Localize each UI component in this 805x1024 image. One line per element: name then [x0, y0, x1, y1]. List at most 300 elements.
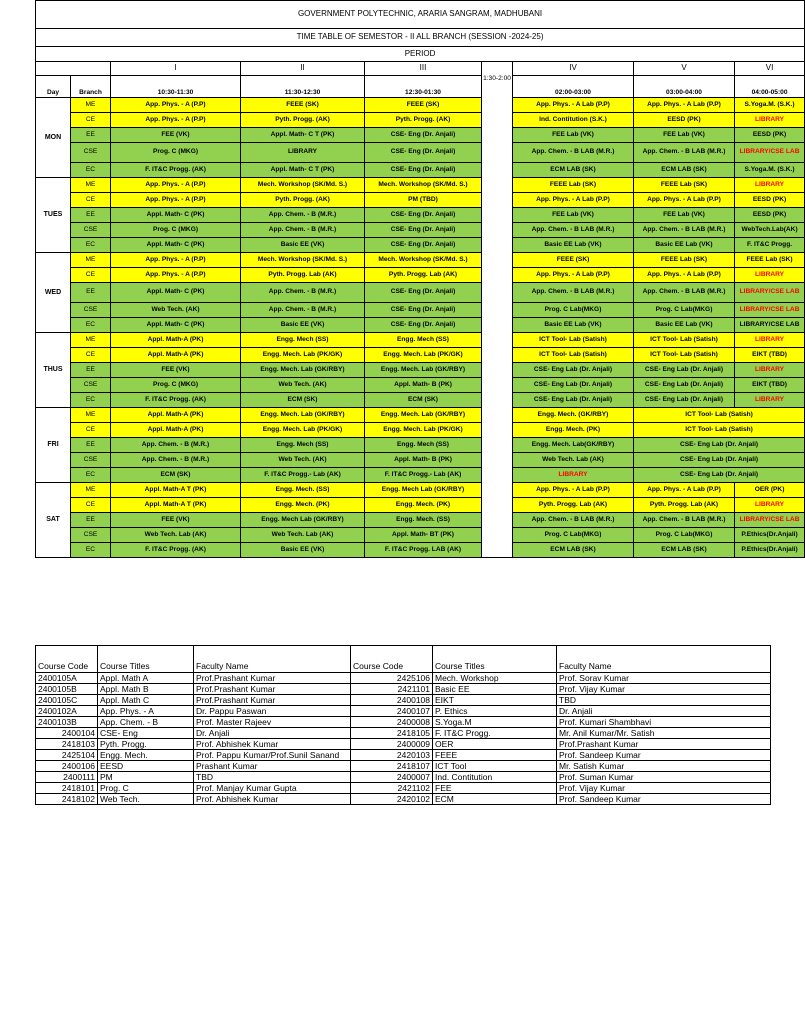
course-title: App. Chem. - B	[98, 717, 194, 728]
day-label: SAT	[36, 483, 71, 558]
class-cell: F. IT&C Progg.- Lab (AK)	[365, 468, 482, 483]
class-cell: App. Phys. - A Lab (P.P)	[513, 268, 634, 283]
class-cell: Appl. Math- C (PK)	[111, 318, 241, 333]
faculty-name: Dr. Anjali	[194, 728, 351, 739]
class-cell: App. Chem. - B LAB (M.R.)	[634, 283, 735, 303]
faculty-name: Dr. Pappu Paswan	[194, 706, 351, 717]
class-cell: Engg. Mech. Lab (GK/RBY)	[241, 363, 365, 378]
class-cell: Engg. Mech. Lab (GK/RBY)	[365, 363, 482, 378]
timetable-row	[36, 253, 805, 268]
class-cell: CSE- Eng Lab (Dr. Anjali)	[634, 378, 735, 393]
course-table	[35, 645, 771, 805]
class-cell: App. Chem. - B LAB (M.R.)	[634, 513, 735, 528]
timetable-row	[36, 163, 805, 178]
faculty-name: Prof. Vijay Kumar	[557, 783, 771, 794]
class-cell: ECM (SK)	[111, 468, 241, 483]
timetable-row	[36, 543, 805, 558]
class-cell: App. Chem. - B LAB (M.R.)	[513, 283, 634, 303]
course-title: P. Ethics	[433, 706, 557, 717]
course-code: 2400103B	[36, 717, 98, 728]
class-cell: ICT Tool- Lab (Satish)	[634, 348, 735, 363]
class-cell: App. Chem. - B (M.R.)	[111, 453, 241, 468]
class-cell: Mech. Workshop (SK/Md. S.)	[365, 178, 482, 193]
time-slot: 02:00-03:00	[513, 76, 634, 98]
class-cell: FEE Lab (VK)	[513, 208, 634, 223]
institute-title: GOVERNMENT POLYTECHNIC, ARARIA SANGRAM, MADHUBANI	[36, 1, 805, 29]
class-cell: Basic EE Lab (VK)	[513, 318, 634, 333]
class-cell: LIBRARY/CSE LAB	[735, 318, 805, 333]
class-cell: Prog. C Lab(MKG)	[513, 528, 634, 543]
timetable-row	[36, 363, 805, 378]
timetable-row	[36, 423, 805, 438]
timetable-row	[36, 208, 805, 223]
faculty-name: Prof. Manjay Kumar Gupta	[194, 783, 351, 794]
class-cell: F. IT&C Progg.- Lab (AK)	[241, 468, 365, 483]
timetable-row	[36, 483, 805, 498]
course-col-header: Course Titles	[433, 646, 557, 673]
class-cell: Engg. Mech. (GK/RBY)	[513, 408, 634, 423]
class-cell: Pyth. Progg. (AK)	[365, 113, 482, 128]
course-code: 2400108	[351, 695, 433, 706]
class-cell: Basic EE (VK)	[241, 543, 365, 558]
class-cell: Engg. Mech. (PK)	[365, 498, 482, 513]
class-cell: Engg. Mech. (SS)	[241, 483, 365, 498]
class-cell: App. Chem. - B (M.R.)	[241, 223, 365, 238]
period-blank	[36, 62, 111, 76]
class-cell: App. Phys. - A Lab (P.P)	[513, 483, 634, 498]
branch-cell: CSE	[71, 223, 111, 238]
branch-cell: CSE	[71, 453, 111, 468]
class-cell: ECM (SK)	[365, 393, 482, 408]
day-label: FRI	[36, 408, 71, 483]
branch-cell: CE	[71, 268, 111, 283]
class-cell: CSE- Eng (Dr. Anjali)	[365, 143, 482, 163]
class-cell: CSE- Eng Lab (Dr. Anjali)	[634, 393, 735, 408]
period-numeral: VI	[735, 62, 805, 76]
branch-cell: EE	[71, 513, 111, 528]
class-cell: LIBRARY	[735, 333, 805, 348]
faculty-name: TBD	[194, 772, 351, 783]
branch-cell: EE	[71, 438, 111, 453]
class-cell: LIBRARY	[735, 363, 805, 378]
class-cell: S.Yoga.M. (S.K.)	[735, 98, 805, 113]
course-col-header: Course Titles	[98, 646, 194, 673]
class-cell: ICT Tool- Lab (Satish)	[634, 423, 805, 438]
class-cell: Engg. Mech. Lab (PK/GK)	[241, 423, 365, 438]
class-cell: App. Phys. - A (P.P)	[111, 98, 241, 113]
course-title: PM	[98, 772, 194, 783]
class-cell: Prog. C (MKG)	[111, 223, 241, 238]
branch-cell: EE	[71, 283, 111, 303]
course-title: S.Yoga.M	[433, 717, 557, 728]
branch-cell: CE	[71, 113, 111, 128]
time-slot: 10:30-11:30	[111, 76, 241, 98]
faculty-name: Dr. Anjali	[557, 706, 771, 717]
course-code: 2425106	[351, 673, 433, 684]
branch-cell: CSE	[71, 303, 111, 318]
class-cell: Mech. Workshop (SK/Md. S.)	[365, 253, 482, 268]
branch-cell: CE	[71, 498, 111, 513]
course-code: 2400107	[351, 706, 433, 717]
course-code: 2400106	[36, 761, 98, 772]
class-cell: F. IT&C Progg. (AK)	[111, 163, 241, 178]
class-cell: EESD (PK)	[634, 113, 735, 128]
course-title: Appl. Math A	[98, 673, 194, 684]
faculty-name: Prof.Prashant Kumar	[557, 739, 771, 750]
branch-cell: ME	[71, 253, 111, 268]
course-title: OER	[433, 739, 557, 750]
course-code: 2421102	[351, 783, 433, 794]
day-label: TUES	[36, 178, 71, 253]
class-cell: Prog. C (MKG)	[111, 143, 241, 163]
class-cell: App. Chem. - B (M.R.)	[241, 303, 365, 318]
period-numeral: V	[634, 62, 735, 76]
class-cell: PM (TBD)	[365, 193, 482, 208]
course-title: ECM	[433, 794, 557, 805]
class-cell: Engg. Mech. (PK)	[513, 423, 634, 438]
class-cell: F. IT&C Progg. (AK)	[111, 543, 241, 558]
class-cell: EIKT (TBD)	[735, 348, 805, 363]
class-cell: LIBRARY/CSE LAB	[735, 513, 805, 528]
course-title: Mech. Workshop	[433, 673, 557, 684]
course-row	[36, 761, 771, 772]
timetable-row	[36, 128, 805, 143]
timetable-row	[36, 408, 805, 423]
class-cell: Engg. Mech Lab (GK/RBY)	[241, 513, 365, 528]
class-cell: CSE- Eng (Dr. Anjali)	[365, 303, 482, 318]
class-cell: Web Tech. (AK)	[241, 378, 365, 393]
class-cell: LIBRARY	[513, 468, 634, 483]
course-title: FEE	[433, 783, 557, 794]
class-cell: CSE- Eng Lab (Dr. Anjali)	[513, 363, 634, 378]
class-cell: P.Ethics(Dr.Anjali)	[735, 528, 805, 543]
class-cell: Engg. Mech (SS)	[241, 438, 365, 453]
timetable-row	[36, 283, 805, 303]
course-code: 2400105C	[36, 695, 98, 706]
class-cell: Appl. Math-A T (PK)	[111, 498, 241, 513]
class-cell: EESD (PK)	[735, 193, 805, 208]
class-cell: CSE- Eng Lab (Dr. Anjali)	[513, 393, 634, 408]
class-cell: Engg. Mech. Lab (PK/GK)	[365, 423, 482, 438]
timetable-row	[36, 498, 805, 513]
course-code: 2421101	[351, 684, 433, 695]
course-row	[36, 750, 771, 761]
course-col-header: Faculty Name	[557, 646, 771, 673]
course-row	[36, 783, 771, 794]
faculty-name: Prof.Prashant Kumar	[194, 695, 351, 706]
class-cell: ICT Tool- Lab (Satish)	[634, 333, 735, 348]
timetable-row	[36, 98, 805, 113]
class-cell: Basic EE Lab (VK)	[513, 238, 634, 253]
class-cell: Engg. Mech. Lab(GK/RBY)	[513, 438, 634, 453]
class-cell: Appl. Math-A (PK)	[111, 348, 241, 363]
class-cell: Basic EE (VK)	[241, 318, 365, 333]
class-cell: FEEE Lab (SK)	[634, 253, 735, 268]
class-cell: Mech. Workshop (SK/Md. S.)	[241, 253, 365, 268]
class-cell: FEE Lab (VK)	[634, 208, 735, 223]
course-title: EESD	[98, 761, 194, 772]
timetable-row	[36, 113, 805, 128]
class-cell: App. Chem. - B LAB (M.R.)	[634, 223, 735, 238]
course-code: 2425104	[36, 750, 98, 761]
period-numeral: III	[365, 62, 482, 76]
class-cell: Appl. Math-A T (PK)	[111, 483, 241, 498]
timetable-row	[36, 223, 805, 238]
course-code: 2400105A	[36, 673, 98, 684]
class-cell: Basic EE (VK)	[241, 238, 365, 253]
break-column	[482, 62, 513, 558]
branch-cell: EE	[71, 128, 111, 143]
class-cell: App. Phys. - A Lab (P.P)	[634, 193, 735, 208]
branch-cell: CE	[71, 348, 111, 363]
class-cell: Engg. Mech (SS)	[365, 438, 482, 453]
timetable-row	[36, 513, 805, 528]
course-title: Engg. Mech.	[98, 750, 194, 761]
class-cell: LIBRARY	[241, 143, 365, 163]
class-cell: CSE- Eng Lab (Dr. Anjali)	[634, 363, 735, 378]
branch-cell: EE	[71, 363, 111, 378]
class-cell: Engg. Mech. (PK)	[241, 498, 365, 513]
period-label: PERIOD	[36, 47, 805, 62]
time-slot: 03:00-04:00	[634, 76, 735, 98]
class-cell: EIKT (TBD)	[735, 378, 805, 393]
class-cell: App. Phys. - A (P.P)	[111, 178, 241, 193]
branch-cell: CSE	[71, 143, 111, 163]
class-cell: Appl. Math- C T (PK)	[241, 163, 365, 178]
faculty-name: Prof. Sandeep Kumar	[557, 794, 771, 805]
branch-cell: EC	[71, 163, 111, 178]
course-title: F. IT&C Progg.	[433, 728, 557, 739]
period-numeral: II	[241, 62, 365, 76]
class-cell: CSE- Eng Lab (Dr. Anjali)	[634, 453, 805, 468]
class-cell: Engg. Mech Lab (GK/RBY)	[365, 483, 482, 498]
class-cell: App. Chem. - B LAB (M.R.)	[513, 513, 634, 528]
class-cell: App. Phys. - A (P.P)	[111, 193, 241, 208]
course-row	[36, 772, 771, 783]
class-cell: Prog. C Lab(MKG)	[634, 303, 735, 318]
course-code: 2400111	[36, 772, 98, 783]
class-cell: App. Chem. - B LAB (M.R.)	[513, 223, 634, 238]
course-title: Basic EE	[433, 684, 557, 695]
day-col-header: Day	[36, 76, 71, 98]
class-cell: App. Phys. - A Lab (P.P)	[513, 98, 634, 113]
course-title: Ind. Contitution	[433, 772, 557, 783]
period-numeral: I	[111, 62, 241, 76]
class-cell: FEEE (SK)	[241, 98, 365, 113]
faculty-name: Prof. Vijay Kumar	[557, 684, 771, 695]
class-cell: CSE- Eng Lab (Dr. Anjali)	[634, 438, 805, 453]
class-cell: CSE- Eng (Dr. Anjali)	[365, 208, 482, 223]
faculty-name: Mr. Anil Kumar/Mr. Satish	[557, 728, 771, 739]
branch-cell: EC	[71, 238, 111, 253]
course-code: 2418103	[36, 739, 98, 750]
class-cell: App. Chem. - B LAB (M.R.)	[634, 143, 735, 163]
class-cell: Appl. Math-A (PK)	[111, 333, 241, 348]
faculty-name: TBD	[557, 695, 771, 706]
class-cell: Engg. Mech (SS)	[241, 333, 365, 348]
class-cell: WebTech.Lab(AK)	[735, 223, 805, 238]
class-cell: Engg. Mech. Lab (GK/RBY)	[365, 408, 482, 423]
class-cell: CSE- Eng Lab (Dr. Anjali)	[634, 468, 805, 483]
class-cell: EESD (PK)	[735, 128, 805, 143]
class-cell: FEEE (SK)	[365, 98, 482, 113]
class-cell: Web Tech. (AK)	[111, 303, 241, 318]
branch-cell: EC	[71, 393, 111, 408]
course-col-header: Faculty Name	[194, 646, 351, 673]
class-cell: FEE Lab (VK)	[513, 128, 634, 143]
branch-cell: ME	[71, 483, 111, 498]
class-cell: App. Phys. - A (P.P)	[111, 113, 241, 128]
class-cell: FEE (VK)	[111, 513, 241, 528]
course-title: Appl. Math C	[98, 695, 194, 706]
class-cell: Basic EE Lab (VK)	[634, 318, 735, 333]
branch-cell: EC	[71, 468, 111, 483]
course-code: 2400009	[351, 739, 433, 750]
course-title: ICT Tool	[433, 761, 557, 772]
class-cell: Appl. Math- B (PK)	[365, 453, 482, 468]
day-label: WED	[36, 253, 71, 333]
timetable-row	[36, 453, 805, 468]
branch-cell: EC	[71, 543, 111, 558]
period-numeral: IV	[513, 62, 634, 76]
class-cell: Prog. C Lab(MKG)	[634, 528, 735, 543]
timetable-row	[36, 348, 805, 363]
class-cell: Mech. Workshop (SK/Md. S.)	[241, 178, 365, 193]
class-cell: ICT Tool- Lab (Satish)	[634, 408, 805, 423]
class-cell: P.Ethics(Dr.Anjali)	[735, 543, 805, 558]
timetable-row	[36, 393, 805, 408]
class-cell: Web Tech. Lab (AK)	[513, 453, 634, 468]
time-slot: 11:30-12:30	[241, 76, 365, 98]
faculty-name: Mr. Satish Kumar	[557, 761, 771, 772]
class-cell: App. Phys. - A Lab (P.P)	[513, 193, 634, 208]
course-code: 2418101	[36, 783, 98, 794]
class-cell: Pyth. Progg. Lab (AK)	[634, 498, 735, 513]
break-time: 1:30-2:00	[483, 75, 511, 82]
class-cell: Pyth. Progg. Lab (AK)	[365, 268, 482, 283]
day-label: THUS	[36, 333, 71, 408]
class-cell: App. Phys. - A Lab (P.P)	[634, 98, 735, 113]
class-cell: Appl. Math- C (PK)	[111, 238, 241, 253]
class-cell: Engg. Mech. Lab (GK/RBY)	[241, 408, 365, 423]
class-cell: CSE- Eng (Dr. Anjali)	[365, 318, 482, 333]
timetable-row	[36, 143, 805, 163]
day-label: MON	[36, 98, 71, 178]
class-cell: Web Tech. (AK)	[241, 453, 365, 468]
timetable-row	[36, 333, 805, 348]
course-col-header: Course Code	[351, 646, 433, 673]
class-cell: F. IT&C Progg. (AK)	[111, 393, 241, 408]
class-cell: FEEE Lab (SK)	[735, 253, 805, 268]
course-title: Web Tech.	[98, 794, 194, 805]
timetable-row	[36, 438, 805, 453]
course-code: 2400007	[351, 772, 433, 783]
class-cell: ECM LAB (SK)	[513, 543, 634, 558]
course-code: 2418102	[36, 794, 98, 805]
branch-cell: ME	[71, 178, 111, 193]
branch-cell: CE	[71, 423, 111, 438]
class-cell: FEE (VK)	[111, 363, 241, 378]
course-row	[36, 728, 771, 739]
branch-cell: ME	[71, 333, 111, 348]
class-cell: F. IT&C Progg. LAB (AK)	[365, 543, 482, 558]
faculty-name: Prof. Sorav Kumar	[557, 673, 771, 684]
course-row	[36, 706, 771, 717]
class-cell: Appl. Math- C (PK)	[111, 283, 241, 303]
class-cell: FEEE Lab (SK)	[634, 178, 735, 193]
branch-cell: CSE	[71, 528, 111, 543]
class-cell: FEEE Lab (SK)	[513, 178, 634, 193]
class-cell: App. Chem. - B LAB (M.R.)	[513, 143, 634, 163]
timetable-row	[36, 193, 805, 208]
class-cell: ICT Tool- Lab (Satish)	[513, 348, 634, 363]
class-cell: CSE- Eng (Dr. Anjali)	[365, 223, 482, 238]
course-title: EIKT	[433, 695, 557, 706]
class-cell: ECM LAB (SK)	[634, 163, 735, 178]
timetable-row	[36, 268, 805, 283]
timetable-row	[36, 528, 805, 543]
class-cell: Web Tech. Lab (AK)	[241, 528, 365, 543]
class-cell: App. Chem. - B (M.R.)	[241, 283, 365, 303]
course-title: FEEE	[433, 750, 557, 761]
class-cell: Ind. Contitution (S.K.)	[513, 113, 634, 128]
class-cell: LIBRARY	[735, 113, 805, 128]
timetable-subtitle: TIME TABLE OF SEMESTOR - II ALL BRANCH (SESSION -2024-25)	[36, 29, 805, 47]
course-code: 2418107	[351, 761, 433, 772]
course-code: 2400102A	[36, 706, 98, 717]
class-cell: Appl. Math-A (PK)	[111, 408, 241, 423]
class-cell: App. Phys. - A (P.P)	[111, 253, 241, 268]
timetable-row	[36, 378, 805, 393]
class-cell: ICT Tool- Lab (Satish)	[513, 333, 634, 348]
class-cell: LIBRARY/CSE LAB	[735, 303, 805, 318]
faculty-name: Prof. Sandeep Kumar	[557, 750, 771, 761]
course-row	[36, 739, 771, 750]
class-cell: LIBRARY	[735, 268, 805, 283]
faculty-name: Prof. Kumari Shambhavi	[557, 717, 771, 728]
faculty-name: Prof.Prashant Kumar	[194, 684, 351, 695]
faculty-name: Prof. Master Rajeev	[194, 717, 351, 728]
class-cell: CSE- Eng (Dr. Anjali)	[365, 163, 482, 178]
class-cell: Pyth. Progg. (AK)	[241, 113, 365, 128]
time-slot: 04:00-05:00	[735, 76, 805, 98]
branch-cell: ME	[71, 408, 111, 423]
class-cell: ECM (SK)	[241, 393, 365, 408]
timetable-row	[36, 238, 805, 253]
class-cell: FEE Lab (VK)	[634, 128, 735, 143]
course-title: Appl. Math B	[98, 684, 194, 695]
class-cell: Engg. Mech. Lab (PK/GK)	[241, 348, 365, 363]
faculty-name: Prof. Abhishek Kumar	[194, 794, 351, 805]
faculty-name: Prof. Abhishek Kumar	[194, 739, 351, 750]
course-row	[36, 794, 771, 805]
timetable-row	[36, 468, 805, 483]
class-cell: App. Phys. - A Lab (P.P)	[634, 483, 735, 498]
timetable-row	[36, 318, 805, 333]
class-cell: Web Tech. Lab (AK)	[111, 528, 241, 543]
class-cell: Pyth. Progg. Lab (AK)	[513, 498, 634, 513]
class-cell: OER (PK)	[735, 483, 805, 498]
course-code: 2420103	[351, 750, 433, 761]
class-cell: EESD (PK)	[735, 208, 805, 223]
course-row	[36, 695, 771, 706]
class-cell: FEEE (SK)	[513, 253, 634, 268]
class-cell: Engg. Mech. Lab (PK/GK)	[365, 348, 482, 363]
class-cell: ECM LAB (SK)	[513, 163, 634, 178]
course-row	[36, 673, 771, 684]
course-row	[36, 684, 771, 695]
timetable	[35, 0, 805, 558]
